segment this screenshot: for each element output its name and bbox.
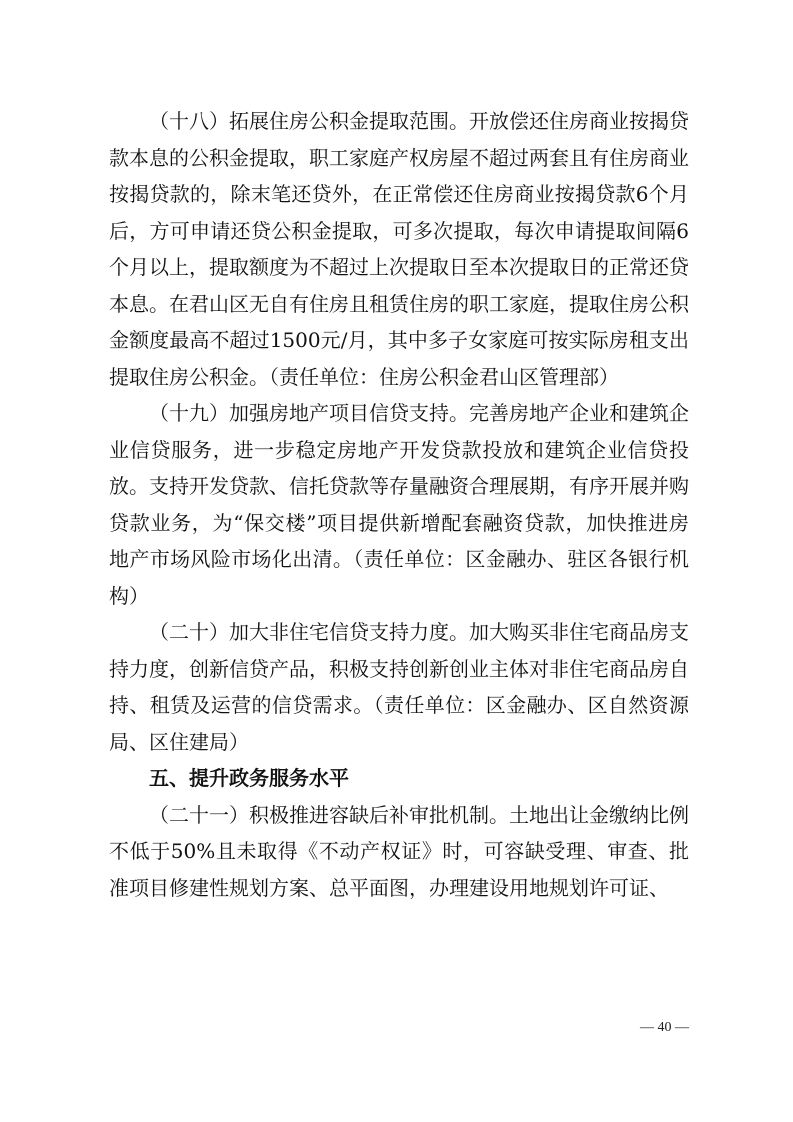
paragraph-item-21: （二十一）积极推进容缺后补审批机制。土地出让金缴纳比例不低于50%且未取得《不动产权证》时，可容缺受理、审查、批准项目修建性规划方案、总平面图，办理建设用地规划许可证、 <box>109 802 689 900</box>
paragraph-item-18: （十八）拓展住房公积金提取范围。开放偿还住房商业按揭贷款本息的公积金提取，职工家庭产权房屋不超过两套且有住房商业按揭贷款的，除末笔还贷外，在正常偿还住房商业按揭贷款6个月后，方可申请还贷公积金提取，可多次提取，每次申请提取间隔6个月以上，提取额度为不超过上次提取日至本次提取日的正常还贷本息。在君山区无自有住房且租赁住房的职工家庭，提取住房公积金额度最高不超过1500元/月，其中多子女家庭可按实际房租支出提取住房公积金。（责任单位：住房公积金君山区管理部） <box>109 109 689 389</box>
page-number: — 40 — <box>640 1020 689 1035</box>
paragraph-item-19: （十九）加强房地产项目信贷支持。完善房地产企业和建筑企业信贷服务，进一步稳定房地产开发贷款投放和建筑企业信贷投放。支持开发贷款、信托贷款等存量融资合理展期，有序开展并购贷款业务，为“保交楼”项目提供新增配套融资贷款，加快推进房地产市场风险市场化出清。（责任单位：区金融办、驻区各银行机构） <box>109 401 689 608</box>
document-body <box>109 103 689 906</box>
section-heading: 五、提升政务服务水平 <box>149 766 349 790</box>
paragraph-item-20: （二十）加大非住宅信贷支持力度。加大购买非住宅商品房支持力度，创新信贷产品，积极支持创新创业主体对非住宅商品房自持、租赁及运营的信贷需求。（责任单位：区金融办、区自然资源局、区住建局） <box>109 620 689 754</box>
